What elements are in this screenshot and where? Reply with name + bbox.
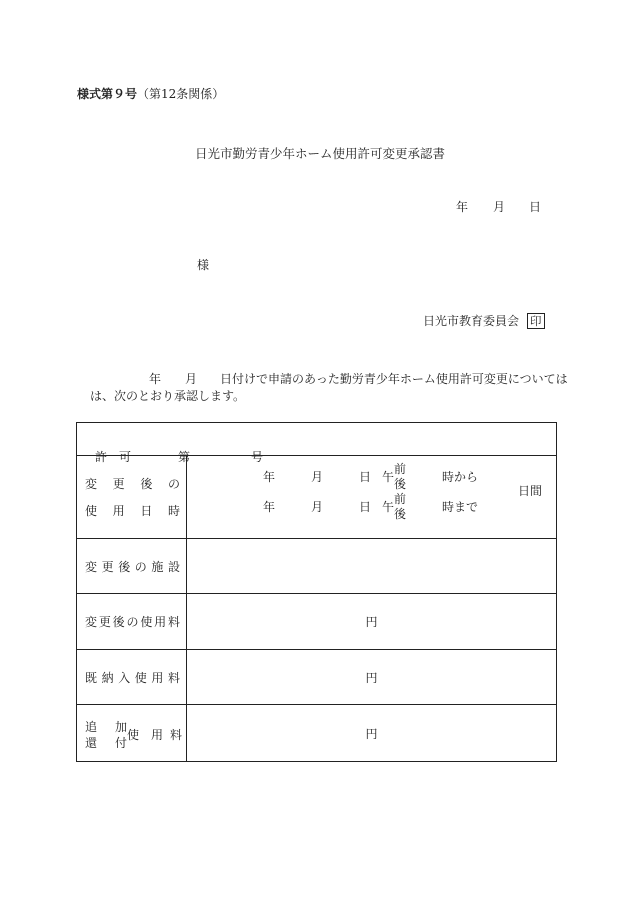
form-number-label: 様式第９号 (77, 87, 138, 101)
fee-after-unit: 円 (365, 615, 378, 629)
facility-value (187, 539, 557, 594)
issuer-name: 日光市教育委員会 (423, 314, 520, 328)
start-day: 日 (359, 470, 372, 484)
fee-extra-row (77, 705, 557, 762)
body-year: 年 (149, 372, 162, 386)
fee-after-row (77, 594, 557, 650)
datetime-label-line1: 変 更 後 の (85, 477, 180, 491)
end-year: 年 (263, 500, 276, 514)
days-label: 日間 (518, 484, 543, 498)
fee-paid-row (77, 650, 557, 705)
permit-go: 号 (251, 450, 264, 464)
approval-table (76, 422, 557, 762)
start-go: 後 (394, 477, 407, 491)
seal-mark: 印 (527, 313, 545, 329)
datetime-row (77, 456, 557, 539)
fee-paid-unit: 円 (365, 670, 378, 685)
document-title: 日光市勤労青少年ホーム使用許可変更承認書 (195, 146, 446, 161)
end-month: 月 (311, 500, 324, 514)
permit-label: 許 可 (95, 450, 132, 464)
start-month: 月 (311, 470, 324, 484)
end-day: 日 (359, 500, 372, 514)
body-month: 月 (185, 372, 198, 386)
date-day: 日 (529, 200, 542, 214)
form-number (77, 85, 224, 102)
permit-dai: 第 (178, 450, 191, 464)
fee-after-value (187, 594, 557, 650)
fee-extra-value (187, 705, 557, 762)
facility-row (77, 539, 557, 594)
body-line2-text: は、次のとおり承認します。 (90, 389, 246, 403)
end-zen: 前 (394, 492, 407, 506)
fee-paid-label: 既 納 入 使 用 料 (77, 650, 187, 705)
form-reference: （第12条関係） (137, 87, 225, 101)
fee-paid-value (187, 650, 557, 705)
end-go: 後 (394, 507, 407, 521)
permit-row (77, 423, 557, 456)
fee-after-label: 変 更 後 の 使 用 料 (77, 594, 187, 650)
facility-label: 変 更 後 の 施 設 (77, 539, 187, 594)
body-line1-text: 日付けで申請のあった勤労青少年ホーム使用許可変更については (220, 372, 568, 386)
issuer (423, 312, 545, 329)
datetime-label-line2: 使 用 日 時 (85, 504, 180, 518)
end-until: 時まで (442, 500, 479, 514)
start-from: 時から (442, 470, 479, 484)
datetime-label (77, 456, 187, 539)
addressee-suffix: 様 (197, 258, 210, 272)
datetime-value (187, 456, 557, 539)
date-month: 月 (493, 200, 506, 214)
date-year: 年 (456, 200, 469, 214)
end-ampm: 午 (382, 500, 395, 514)
start-ampm: 午 (382, 470, 395, 484)
start-zen: 前 (394, 462, 407, 476)
fee-extra-unit: 円 (365, 726, 378, 741)
fee-extra-label: 追 加 還 付 使 用 料 (77, 705, 187, 762)
permit-cell (77, 423, 557, 464)
start-year: 年 (263, 470, 276, 484)
